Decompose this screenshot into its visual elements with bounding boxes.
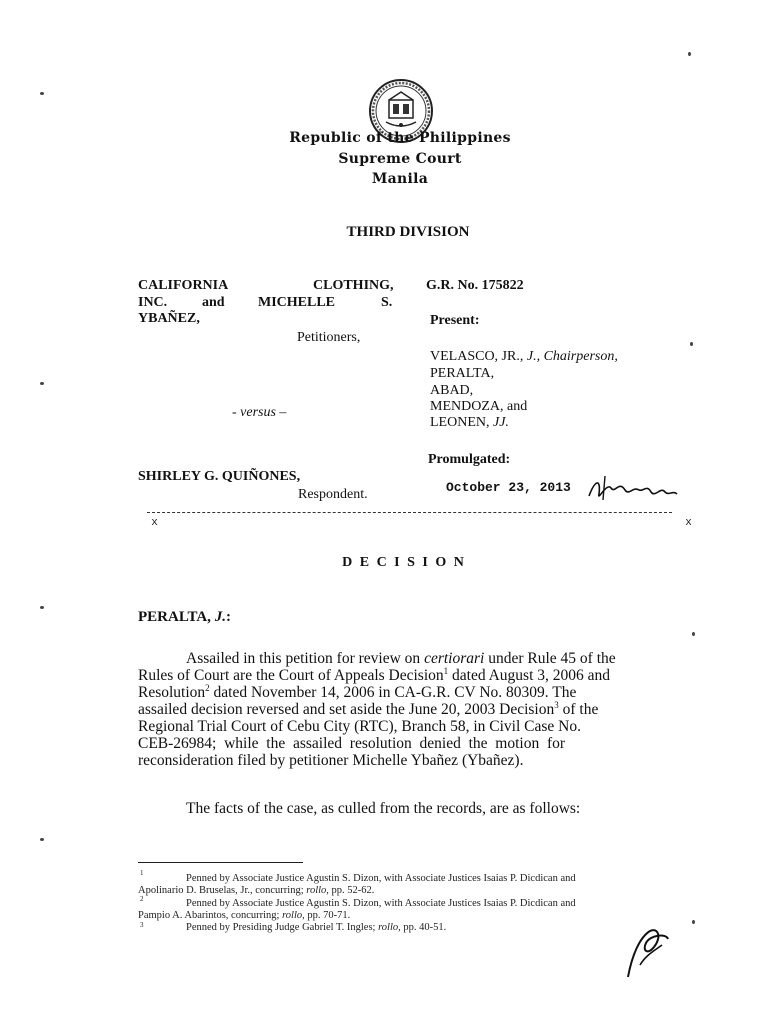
footnote-3-line1 — [186, 922, 684, 934]
para1-line3 — [138, 684, 684, 701]
para1-line4-a: assailed decision reversed and set aside the June 20, 2003 Decision — [138, 701, 555, 718]
footnote-1-line2-b: , pp. 52-62. — [326, 885, 375, 896]
court-manila-line: Manila — [371, 171, 429, 187]
scan-speck — [688, 52, 691, 56]
justice-velasco — [430, 349, 618, 365]
para1-line1 — [186, 650, 684, 667]
court-republic-line: Republic of the Philippines — [289, 130, 511, 146]
para1-line5: Regional Trial Court of Cebu City (RTC), Branch 58, in Civil Case No. — [138, 718, 581, 735]
scan-speck — [40, 606, 44, 609]
scan-speck — [40, 838, 44, 841]
para1-line4-b: of the — [558, 701, 599, 718]
para1-line3-a: Resolution — [138, 684, 206, 701]
petitioners-label: Petitioners, — [297, 330, 361, 345]
footnote-2-line2-a: Pampio A. Abarintos, concurring; — [138, 910, 283, 921]
scan-speck — [692, 632, 695, 636]
ponente-name: PERALTA, — [138, 609, 215, 625]
ponente-colon: : — [225, 609, 231, 625]
footnote-2-number: 2 — [140, 895, 144, 903]
petitioner-word-california: CALIFORNIA — [138, 278, 229, 293]
para1-line2 — [138, 667, 684, 684]
para1-line1-a: Assailed in this petition for review on — [186, 650, 425, 667]
footnote-1-line2 — [138, 885, 684, 897]
footnote-1-number: 1 — [140, 869, 144, 877]
para1-line2-b: dated August 3, 2006 and — [448, 667, 611, 684]
footnote-1-line2-a: Apolinario D. Bruselas, Jr., concurring; — [138, 885, 307, 896]
para1-certiorari: certiorari — [424, 650, 485, 667]
justice-leonen-jj: JJ. — [493, 415, 509, 430]
scan-speck — [690, 342, 693, 346]
present-label: Present: — [430, 313, 480, 328]
separator-right-x: x — [685, 517, 692, 529]
justice-velasco-role: , Chairperson, — [536, 349, 618, 364]
footnote-2-rollo: rollo — [282, 910, 303, 921]
footnote-2-line2 — [138, 910, 684, 922]
signature-scribble-icon — [585, 470, 680, 506]
court-supreme-line: Supreme Court — [338, 151, 462, 167]
justice-leonen-name: LEONEN, — [430, 415, 493, 430]
scan-speck — [40, 92, 44, 95]
petitioner-word-michelle: MICHELLE — [258, 295, 336, 310]
ponente-j: J. — [214, 609, 226, 625]
justice-leonen — [430, 415, 509, 431]
footnote-2-line1: Penned by Associate Justice Agustin S. Dizon, with Associate Justices Isaias P. Dicdican and — [186, 898, 576, 909]
justice-velasco-j: J. — [526, 349, 537, 364]
justice-mendoza: MENDOZA, and — [430, 399, 528, 414]
separator-dash-line — [147, 512, 672, 513]
para1-line2-a: Rules of Court are the Court of Appeals Decision — [138, 667, 444, 684]
petitioner-line-1 — [138, 278, 408, 294]
scan-speck — [692, 920, 695, 924]
petitioner-word-and: and — [202, 295, 225, 310]
footnote-divider — [138, 862, 303, 863]
decision-title: D E C I S I O N — [342, 555, 466, 570]
respondent-label: Respondent. — [298, 487, 368, 502]
justice-abad: ABAD, — [430, 383, 474, 398]
footnote-ref-3: 3 — [554, 699, 559, 710]
footnote-1-line1: Penned by Associate Justice Agustin S. Dizon, with Associate Justices Isaias P. Dicdican and — [186, 873, 576, 884]
para2: The facts of the case, as culled from the records, are as follows: — [186, 800, 581, 817]
separator-left-x: x — [151, 517, 158, 529]
para1-line4 — [138, 701, 684, 718]
gr-number: G.R. No. 175822 — [426, 278, 524, 293]
footnote-3-rollo: rollo — [378, 922, 399, 933]
para1-line7: reconsideration filed by petitioner Michelle Ybañez (Ybañez). — [138, 752, 524, 769]
footnote-3-b: , pp. 40-51. — [398, 922, 447, 933]
petitioner-line-2 — [138, 295, 408, 311]
respondent-name: SHIRLEY G. QUIÑONES, — [138, 469, 301, 484]
petitioner-word-inc: INC. — [138, 295, 168, 310]
caption-separator — [138, 505, 683, 529]
separator-right — [672, 505, 692, 529]
petitioner-word-clothing: CLOTHING, — [313, 278, 394, 293]
justice-peralta: PERALTA, — [430, 366, 495, 381]
footnote-3-a: Penned by Presiding Judge Gabriel T. Ingles; — [186, 922, 379, 933]
petitioner-line-3: YBAÑEZ, — [138, 311, 200, 326]
footnote-2-line2-b: , pp. 70-71. — [302, 910, 351, 921]
footnote-1-rollo: rollo — [306, 885, 327, 896]
versus-label: - versus – — [232, 405, 287, 420]
scan-speck — [40, 382, 44, 385]
footnote-3-number: 3 — [140, 921, 144, 929]
promulgated-date: October 23, 2013 — [446, 480, 571, 495]
promulgated-label: Promulgated: — [428, 452, 511, 467]
initials-scribble-icon — [622, 925, 672, 980]
justice-velasco-name: VELASCO, JR., — [430, 349, 527, 364]
petitioner-word-s: S. — [381, 295, 393, 310]
footnote-ref-1: 1 — [443, 665, 449, 676]
para1-line3-b: dated November 14, 2006 in CA-G.R. CV No. 80309. The — [209, 684, 577, 701]
footnote-ref-2: 2 — [205, 682, 210, 693]
ponente-line — [138, 609, 231, 626]
para1-line6: CEB-26984; while the assailed resolution denied the motion for — [138, 735, 566, 752]
para1-line1-c: under Rule 45 of the — [484, 650, 616, 667]
division-heading: THIRD DIVISION — [346, 224, 470, 240]
